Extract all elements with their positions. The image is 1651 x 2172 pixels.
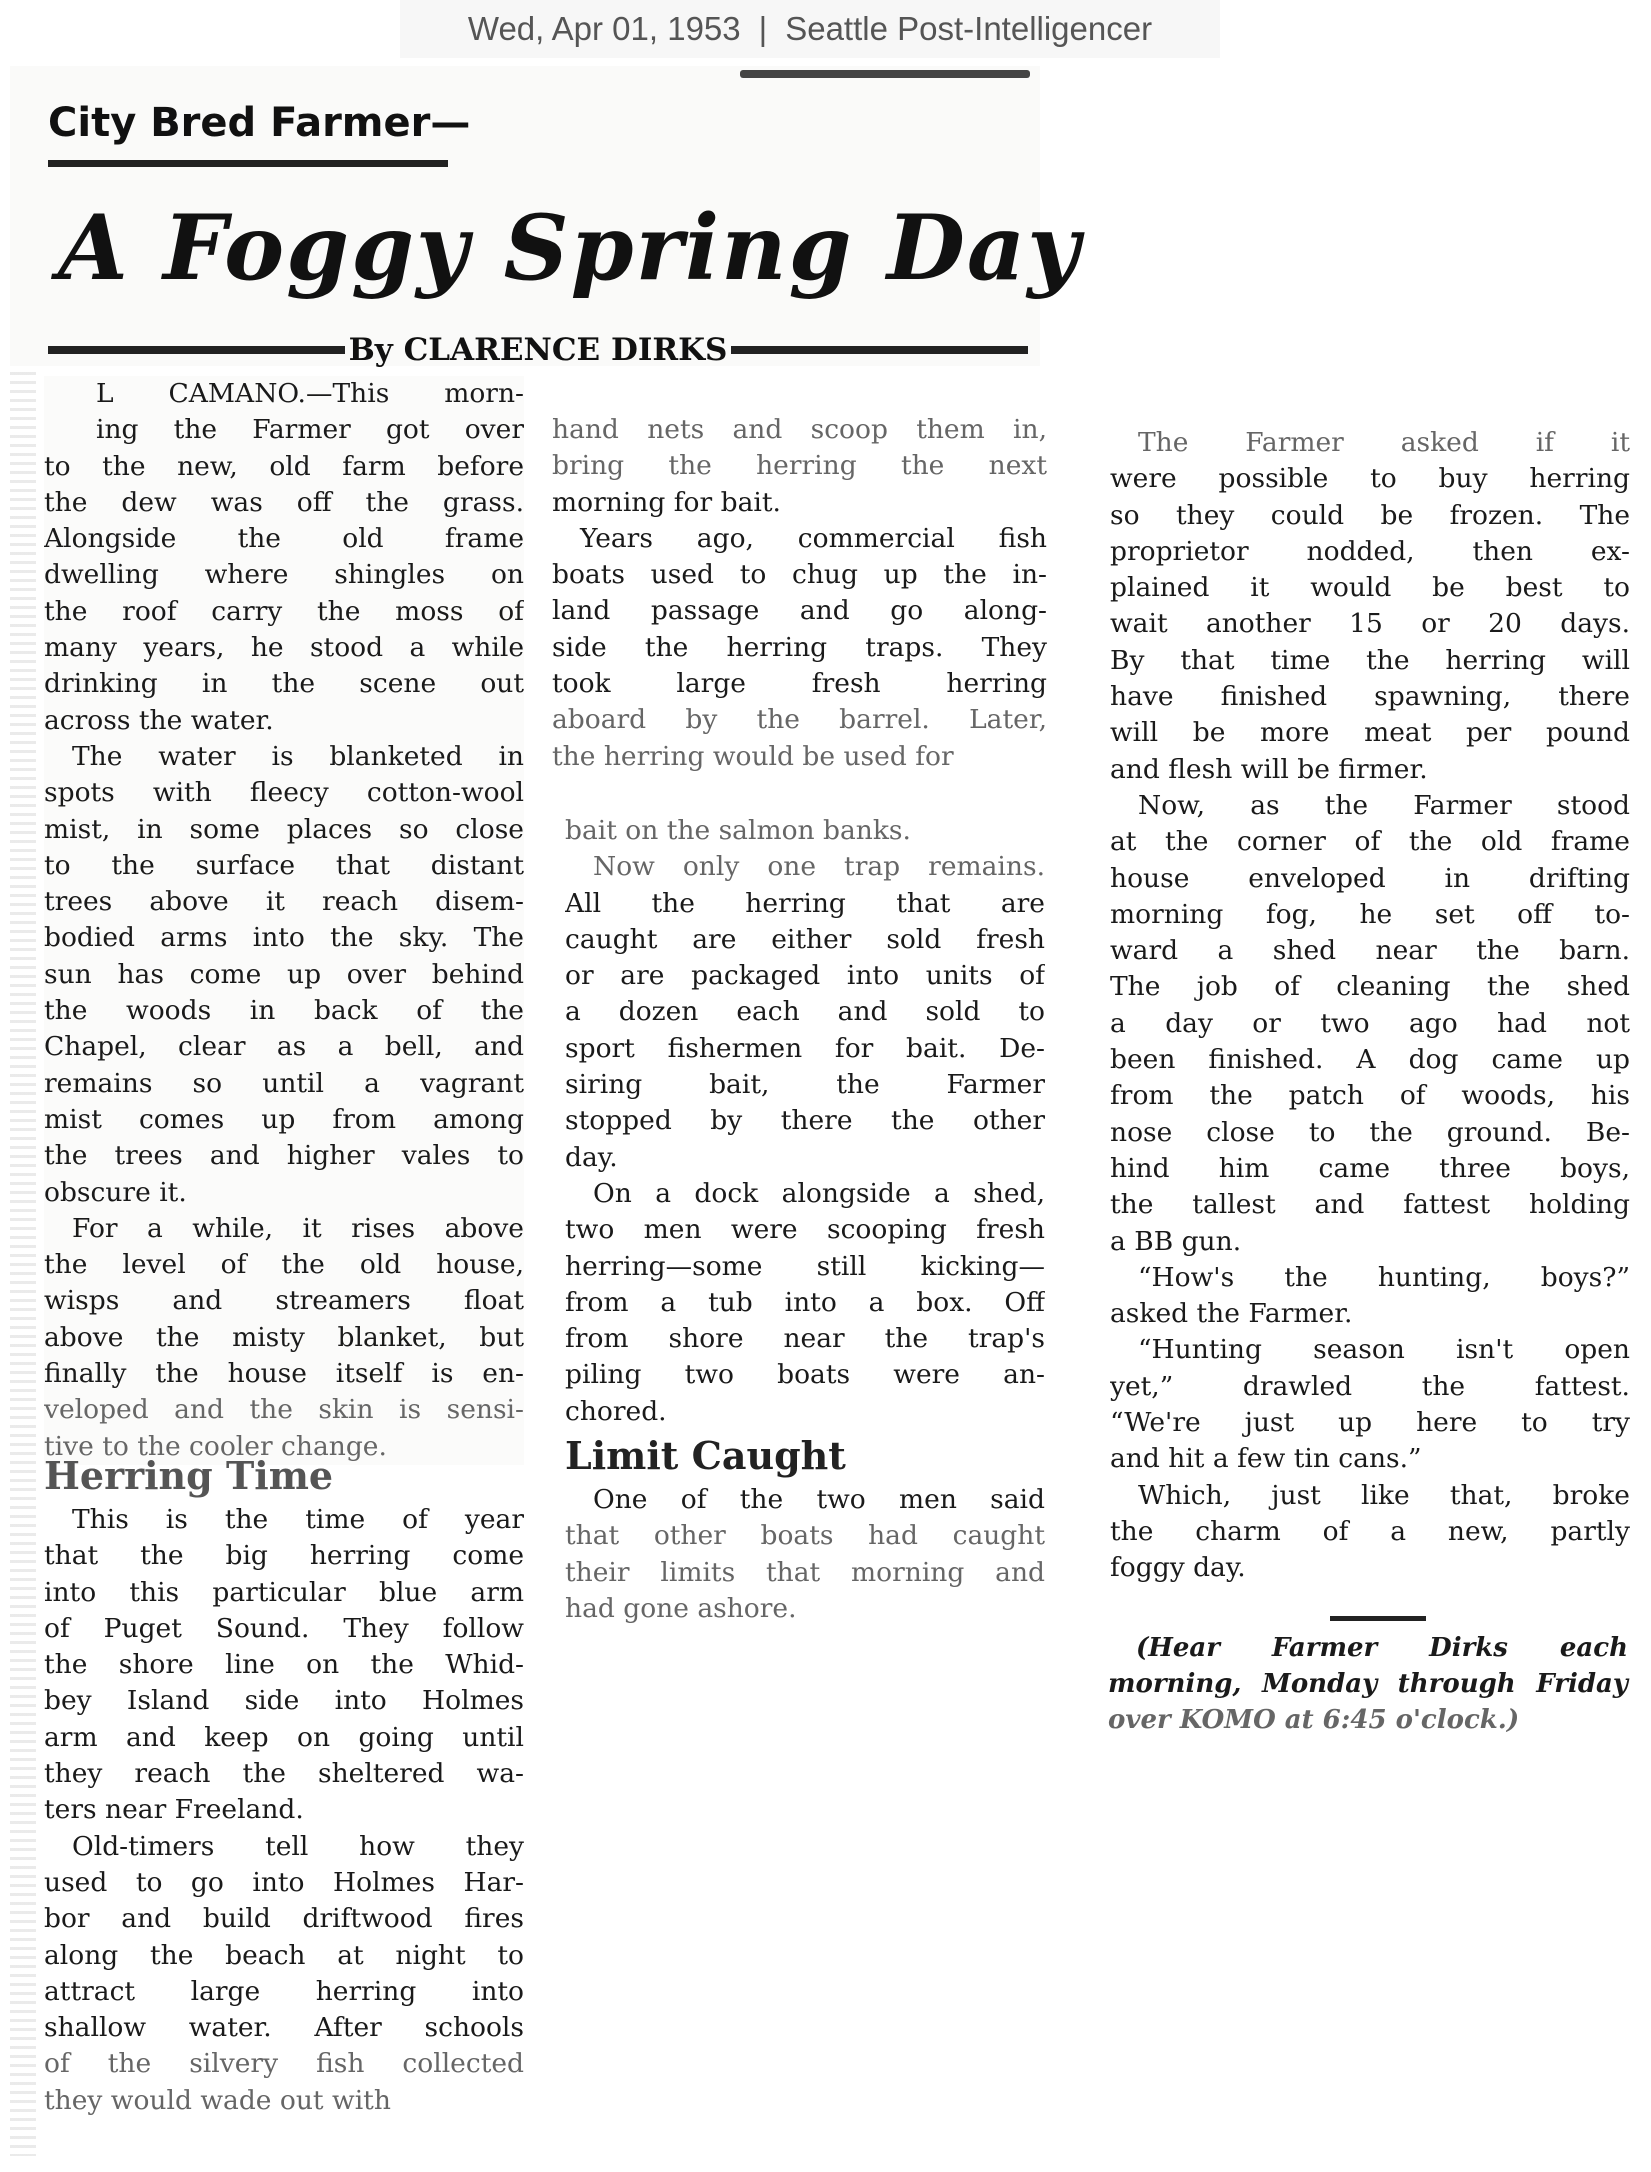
text-line: morning fog, he set off to- xyxy=(1110,898,1630,930)
text-line: the tallest and fattest holding xyxy=(1110,1189,1630,1221)
text-line: that other boats had caught xyxy=(565,1520,1045,1552)
text-line: shallow water. After schools xyxy=(44,2012,524,2044)
end-divider xyxy=(1330,1616,1426,1621)
text-line: Now only one trap remains. xyxy=(593,851,1045,883)
text-line: Alongside the old frame xyxy=(44,523,524,555)
text-line: The water is blanketed in xyxy=(72,740,524,772)
text-line: bring the herring the next xyxy=(552,450,1047,482)
text-line: wait another 15 or 20 days. xyxy=(1110,608,1630,640)
text-line: plained it would be best to xyxy=(1110,572,1630,604)
text-line: many years, he stood a while xyxy=(44,632,524,664)
text-line: they would wade out with xyxy=(44,2084,391,2116)
text-line: so they could be frozen. The xyxy=(1110,499,1630,531)
text-line: foggy day. xyxy=(1110,1552,1246,1584)
text-line: By that time the herring will xyxy=(1110,644,1630,676)
text-line: piling two boats were an- xyxy=(565,1359,1045,1391)
column-2-middle xyxy=(565,813,1045,1627)
text-line: attract large herring into xyxy=(44,1975,524,2007)
text-line: day. xyxy=(565,1141,618,1173)
date-label: Wed, Apr 01, 1953 xyxy=(467,10,741,47)
kicker: City Bred Farmer— xyxy=(48,100,471,146)
kicker-underline xyxy=(48,160,448,167)
text-line: Old-timers tell how they xyxy=(72,1830,524,1862)
text-line: (Hear Farmer Dirks each xyxy=(1136,1633,1628,1663)
subhead-herring-time: Herring Time xyxy=(44,1453,334,1498)
text-line: dwelling where shingles on xyxy=(44,559,524,591)
text-line: The Farmer asked if it xyxy=(1138,427,1630,458)
text-line: the shore line on the Whid- xyxy=(44,1649,524,1681)
text-line: siring bait, the Farmer xyxy=(565,1069,1045,1101)
text-line: obscure it. xyxy=(44,1176,187,1208)
text-line: been finished. A dog came up xyxy=(1110,1044,1630,1076)
text-line: a day or two ago had not xyxy=(1110,1007,1630,1039)
text-line: sun has come up over behind xyxy=(44,958,524,990)
text-line: bey Island side into Holmes xyxy=(44,1685,524,1717)
text-line: L CAMANO.—This morn- xyxy=(96,378,524,409)
text-line: hind him came three boys, xyxy=(1110,1152,1630,1184)
text-line: veloped and the skin is sensi- xyxy=(44,1394,524,1426)
text-line: stopped by there the other xyxy=(565,1105,1045,1137)
text-line: their limits that morning and xyxy=(565,1556,1045,1588)
text-line: “We're just up here to try xyxy=(1110,1407,1630,1439)
headline: A Foggy Spring Day xyxy=(58,195,1082,301)
text-line: yet,” drawled the fattest. xyxy=(1110,1370,1630,1402)
text-line: of the silvery fish collected xyxy=(44,2048,524,2080)
text-line: or are packaged into units of xyxy=(565,960,1045,992)
text-line: at the corner of the old frame xyxy=(1110,826,1630,858)
text-line: mist comes up from among xyxy=(44,1103,524,1135)
text-line: a dozen each and sold to xyxy=(565,996,1045,1028)
text-line: and flesh will be firmer. xyxy=(1110,753,1428,785)
text-line: the level of the old house, xyxy=(44,1249,524,1281)
text-line: aboard by the barrel. Later, xyxy=(552,704,1047,736)
text-line: will be more meat per pound xyxy=(1110,717,1630,749)
column-3 xyxy=(1110,425,1630,1587)
text-line: used to go into Holmes Har- xyxy=(44,1866,524,1898)
text-line: sport fishermen for bait. De- xyxy=(565,1032,1045,1064)
text-line: All the herring that are xyxy=(565,887,1045,919)
text-line: finally the house itself is en- xyxy=(44,1358,524,1390)
text-line: along the beach at night to xyxy=(44,1939,524,1971)
text-line: “Hunting season isn't open xyxy=(1138,1334,1630,1366)
text-line: to the surface that distant xyxy=(44,849,524,881)
text-line: morning, Monday through Friday xyxy=(1108,1669,1628,1699)
text-line: the trees and higher vales to xyxy=(44,1140,524,1172)
text-line: that the big herring come xyxy=(44,1540,524,1572)
text-line: caught are either sold fresh xyxy=(565,923,1045,955)
text-line: morning for bait. xyxy=(552,486,781,518)
text-line: Chapel, clear as a bell, and xyxy=(44,1031,524,1063)
byline-rule-left xyxy=(48,346,345,354)
text-line: spots with fleecy cotton-wool xyxy=(44,777,524,809)
text-line: the dew was off the grass. xyxy=(44,486,524,518)
text-line: of Puget Sound. They follow xyxy=(44,1612,524,1644)
text-line: from a tub into a box. Off xyxy=(565,1286,1045,1318)
text-line: This is the time of year xyxy=(72,1504,524,1535)
text-line: the herring would be used for xyxy=(552,740,954,772)
publication-name: Seattle Post-Intelligencer xyxy=(785,10,1153,47)
text-line: above the misty blanket, but xyxy=(44,1321,524,1353)
text-line: On a dock alongside a shed, xyxy=(593,1177,1045,1209)
header-separator: | xyxy=(758,10,768,47)
text-line: drinking in the scene out xyxy=(44,668,524,700)
text-line: asked the Farmer. xyxy=(1110,1298,1353,1330)
text-line: to the new, old farm before xyxy=(44,450,524,482)
text-line: trees above it reach disem- xyxy=(44,886,524,918)
text-line: were possible to buy herring xyxy=(1110,463,1630,495)
clipping-edge-texture xyxy=(10,66,36,2156)
text-line: proprietor nodded, then ex- xyxy=(1110,535,1630,567)
text-line: land passage and go along- xyxy=(552,595,1047,627)
text-line: bait on the salmon banks. xyxy=(565,815,911,846)
text-line: Years ago, commercial fish xyxy=(580,522,1047,554)
text-line: bodied arms into the sky. The xyxy=(44,922,524,954)
text-line: hand nets and scoop them in, xyxy=(552,414,1047,445)
text-line: a BB gun. xyxy=(1110,1225,1242,1257)
top-rule xyxy=(740,70,1030,78)
text-line: two men were scooping fresh xyxy=(565,1214,1045,1246)
text-line: mist, in some places so close xyxy=(44,813,524,845)
text-line: from the patch of woods, his xyxy=(1110,1080,1630,1112)
column-1-bottom xyxy=(44,1450,524,2119)
text-line: took large fresh herring xyxy=(552,668,1047,700)
subhead-limit-caught: Limit Caught xyxy=(565,1433,846,1479)
text-line: they reach the sheltered wa- xyxy=(44,1758,524,1790)
page-header xyxy=(400,0,1220,58)
byline-rule-right xyxy=(731,346,1028,354)
text-line: One of the two men said xyxy=(593,1484,1045,1516)
text-line: “How's the hunting, boys?” xyxy=(1138,1261,1630,1293)
column-1-top xyxy=(44,376,524,1465)
text-line: and hit a few tin cans.” xyxy=(1110,1443,1422,1475)
text-line: remains so until a vagrant xyxy=(44,1067,524,1099)
text-line: ters near Freeland. xyxy=(44,1794,304,1826)
text-line: ward a shed near the barn. xyxy=(1110,935,1630,967)
byline-row xyxy=(48,330,1028,370)
text-line: have finished spawning, there xyxy=(1110,681,1630,713)
text-line: from shore near the trap's xyxy=(565,1323,1045,1355)
text-line: bor and build driftwood fires xyxy=(44,1903,524,1935)
radio-note xyxy=(1108,1630,1628,1738)
text-line: had gone ashore. xyxy=(565,1592,797,1624)
text-line: tive to the cooler change. xyxy=(44,1430,387,1462)
text-line: Now, as the Farmer stood xyxy=(1138,789,1630,821)
text-line: side the herring traps. They xyxy=(552,631,1047,663)
text-line: the charm of a new, partly xyxy=(1110,1515,1630,1547)
text-line: wisps and streamers float xyxy=(44,1285,524,1317)
text-line: herring—some still kicking— xyxy=(565,1250,1045,1282)
text-line: boats used to chug up the in- xyxy=(552,559,1047,591)
text-line: Which, just like that, broke xyxy=(1138,1479,1630,1511)
text-line: chored. xyxy=(565,1395,667,1427)
text-line: For a while, it rises above xyxy=(72,1212,524,1244)
text-line: ing the Farmer got over xyxy=(96,414,524,446)
text-line: arm and keep on going until xyxy=(44,1721,524,1753)
text-line: nose close to the ground. Be- xyxy=(1110,1116,1630,1148)
text-line: the roof carry the moss of xyxy=(44,595,524,627)
byline: By CLARENCE DIRKS xyxy=(348,332,728,368)
text-line: over KOMO at 6:45 o'clock.) xyxy=(1108,1705,1520,1735)
text-line: the woods in back of the xyxy=(44,995,524,1027)
text-line: house enveloped in drifting xyxy=(1110,862,1630,894)
text-line: across the water. xyxy=(44,704,274,736)
column-2-top xyxy=(552,412,1047,775)
text-line: The job of cleaning the shed xyxy=(1110,971,1630,1003)
text-line: into this particular blue arm xyxy=(44,1576,524,1608)
